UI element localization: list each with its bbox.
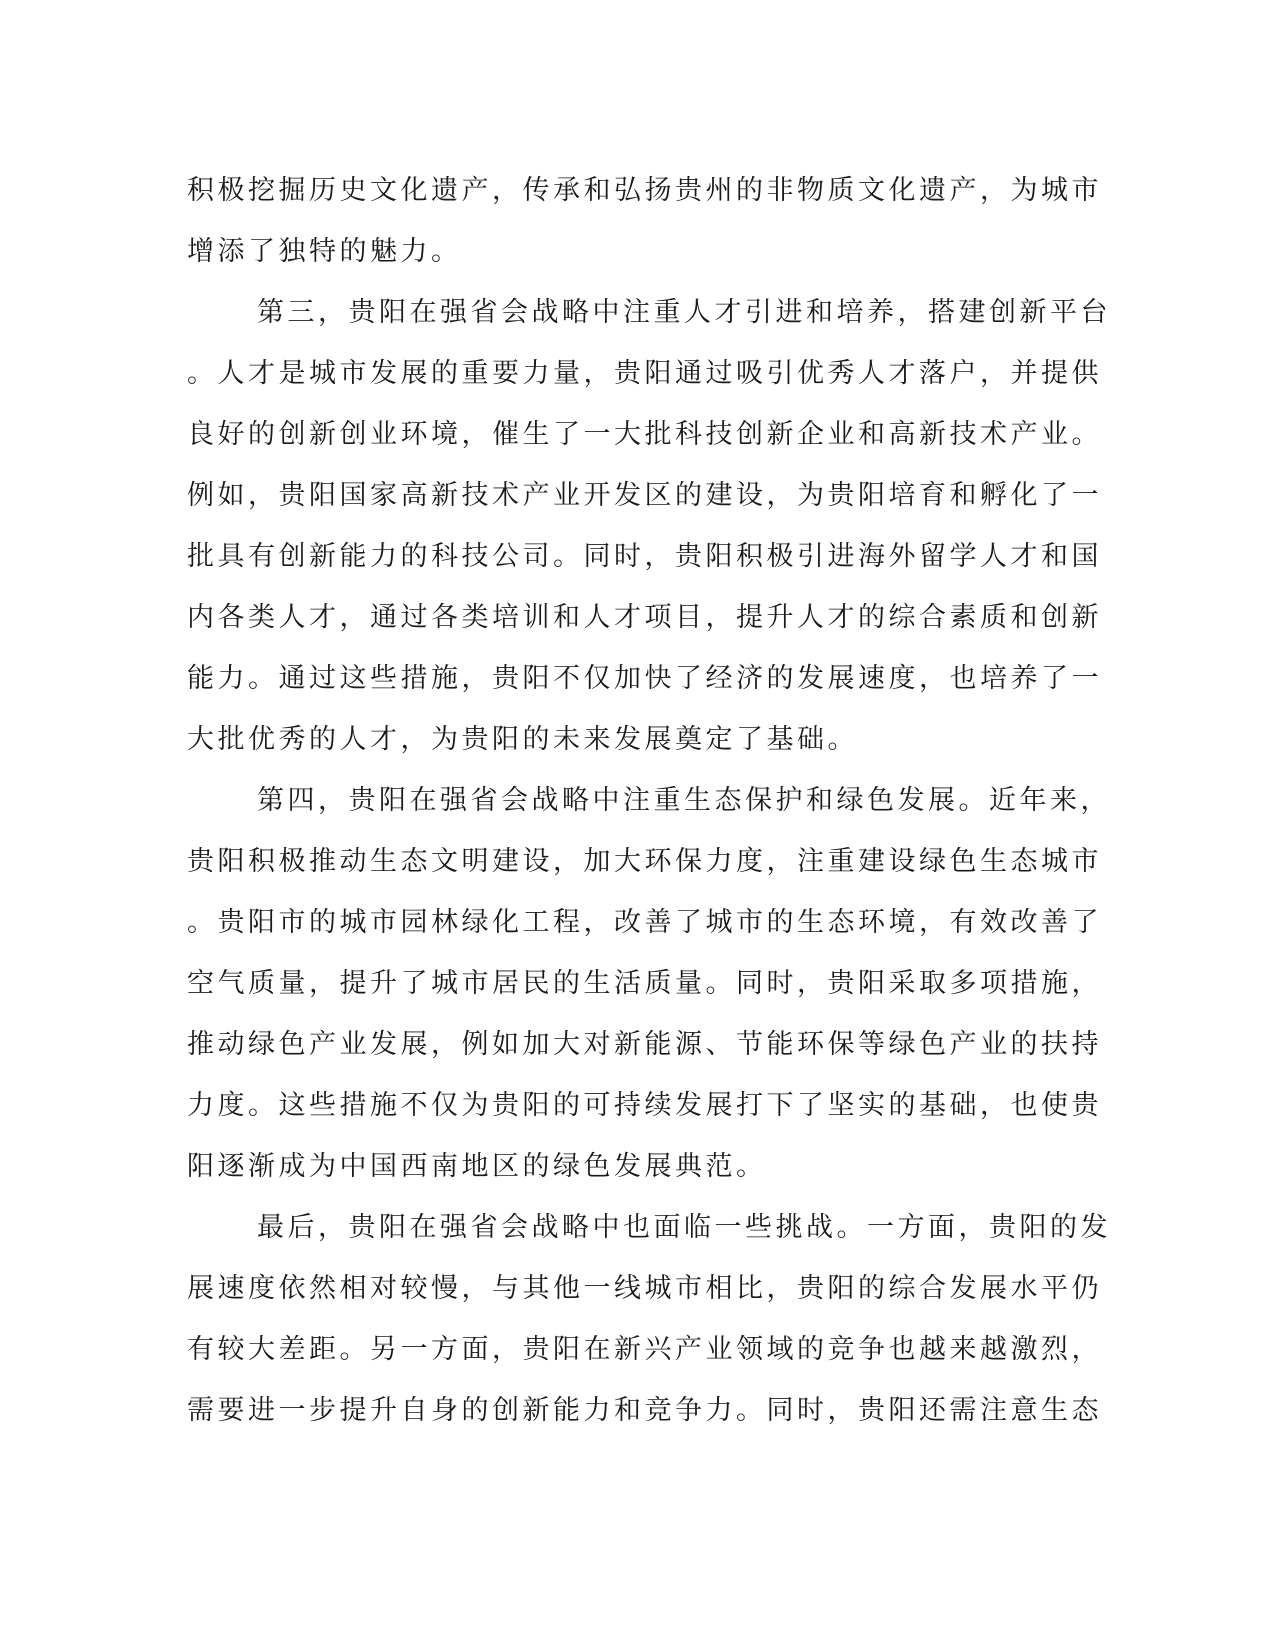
paragraph-start-line: 第三，贵阳在强省会战略中注重人才引进和培养，搭建创新平台 — [257, 297, 1111, 328]
text-line: 贵阳积极推动生态文明建设，加大环保力度，注重建设绿色生态城市 — [187, 846, 1102, 877]
body-text — [187, 160, 1111, 1441]
text-line: 能力。通过这些措施，贵阳不仅加快了经济的发展速度，也培养了一 — [187, 663, 1102, 694]
text-line: 需要进一步提升自身的创新能力和竞争力。同时，贵阳还需注意生态 — [187, 1395, 1102, 1426]
text-line: 有较大差距。另一方面，贵阳在新兴产业领域的竞争也越来越激烈， — [187, 1334, 1102, 1365]
paragraph-start-line: 最后，贵阳在强省会战略中也面临一些挑战。一方面，贵阳的发 — [257, 1212, 1111, 1243]
text-line: 积极挖掘历史文化遗产，传承和弘扬贵州的非物质文化遗产，为城市 — [187, 175, 1102, 206]
text-line: 内各类人才，通过各类培训和人才项目，提升人才的综合素质和创新 — [187, 602, 1102, 633]
text-line: 批具有创新能力的科技公司。同时，贵阳积极引进海外留学人才和国 — [187, 541, 1102, 572]
text-line: 增添了独特的魅力。 — [187, 236, 462, 267]
text-line: 例如，贵阳国家高新技术产业开发区的建设，为贵阳培育和孵化了一 — [187, 480, 1102, 511]
text-line: 。人才是城市发展的重要力量，贵阳通过吸引优秀人才落户，并提供 — [187, 358, 1102, 389]
text-line: 空气质量，提升了城市居民的生活质量。同时，贵阳采取多项措施， — [187, 968, 1102, 999]
text-line: 良好的创新创业环境，催生了一大批科技创新企业和高新技术产业。 — [187, 419, 1102, 450]
text-line: 。贵阳市的城市园林绿化工程，改善了城市的生态环境，有效改善了 — [187, 907, 1102, 938]
text-line: 推动绿色产业发展，例如加大对新能源、节能环保等绿色产业的扶持 — [187, 1029, 1102, 1060]
text-line: 大批优秀的人才，为贵阳的未来发展奠定了基础。 — [187, 724, 858, 755]
paragraph-start-line: 第四，贵阳在强省会战略中注重生态保护和绿色发展。近年来， — [257, 785, 1111, 816]
text-line: 展速度依然相对较慢，与其他一线城市相比，贵阳的综合发展水平仍 — [187, 1273, 1102, 1304]
text-line: 阳逐渐成为中国西南地区的绿色发展典范。 — [187, 1151, 767, 1182]
text-line: 力度。这些措施不仅为贵阳的可持续发展打下了坚实的基础，也使贵 — [187, 1090, 1102, 1121]
